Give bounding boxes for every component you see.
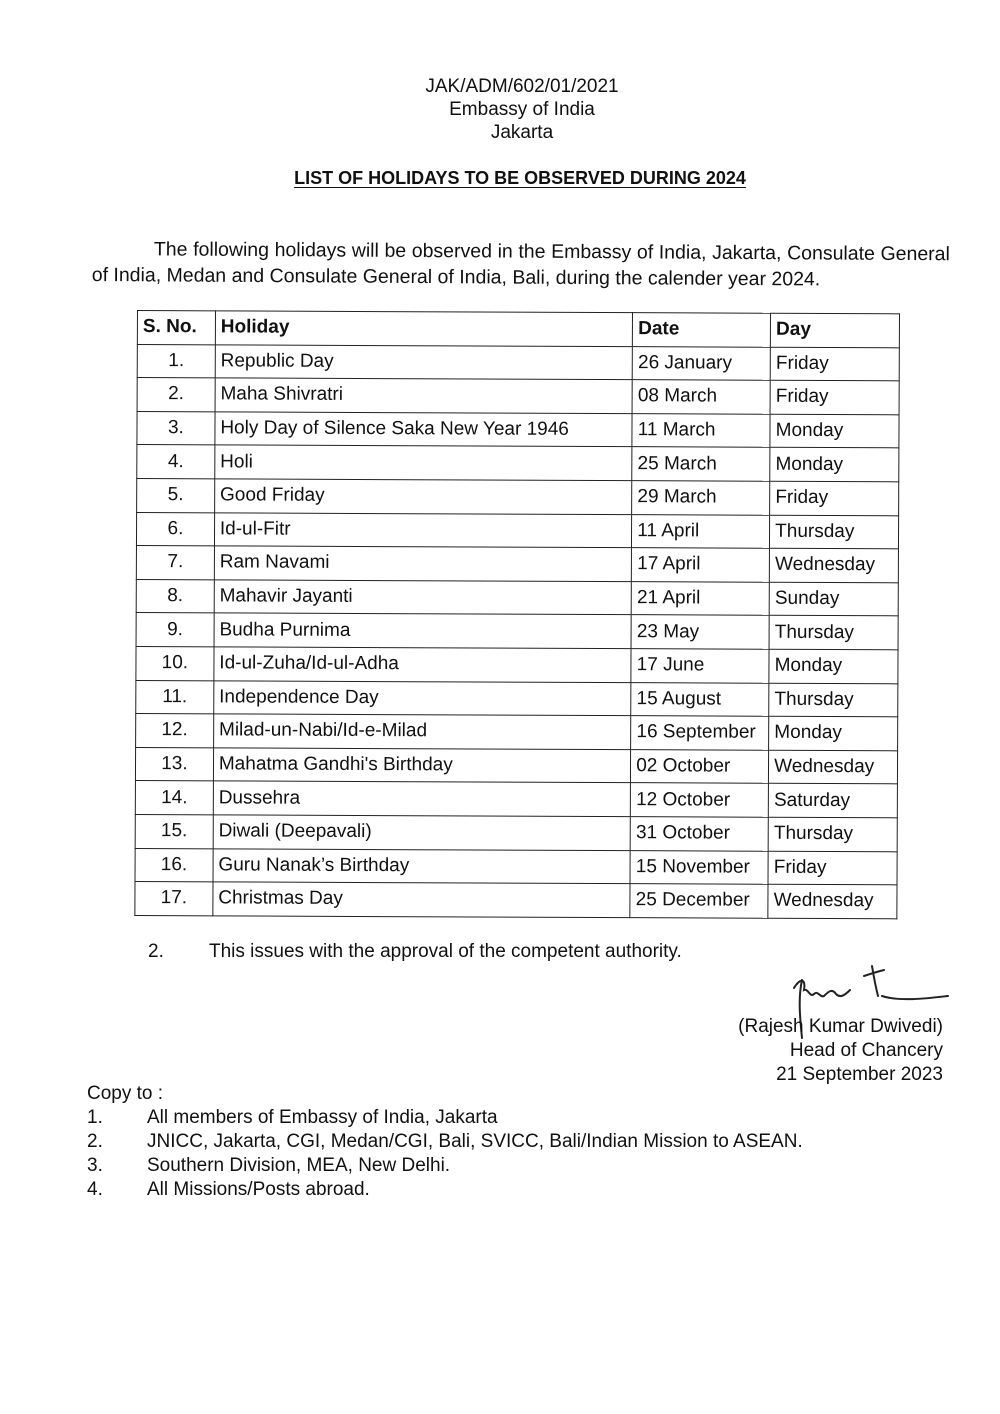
- cell-day: Thursday: [769, 616, 898, 650]
- cell-holiday: Good Friday: [214, 479, 632, 514]
- cell-day: Sunday: [769, 582, 898, 616]
- cell-sno: 13.: [135, 747, 213, 781]
- intro-paragraph: The following holidays will be observed in the Embassy of India, Jakarta, Consulate General of India, Medan and Consulate General of India, Bali, during the calender year 2024.: [91, 238, 950, 291]
- cell-sno: 8.: [136, 579, 214, 613]
- cell-holiday: Mahatma Gandhi's Birthday: [213, 748, 631, 783]
- signatory-name: (Rajesh Kumar Dwivedi): [738, 1016, 943, 1037]
- cell-sno: 12.: [136, 714, 214, 748]
- cell-sno: 17.: [135, 882, 213, 916]
- table-row: [136, 512, 898, 549]
- cell-sno: 6.: [136, 512, 214, 546]
- table-row: [137, 411, 899, 448]
- cell-date: 31 October: [630, 817, 768, 851]
- cell-sno: 4.: [137, 445, 215, 479]
- list-item: [87, 1154, 803, 1178]
- cell-day: Friday: [770, 481, 899, 515]
- table-row: [137, 445, 899, 482]
- cell-date: 23 May: [631, 615, 769, 649]
- cell-date: 08 March: [632, 380, 770, 414]
- cell-sno: 1.: [137, 344, 215, 378]
- cell-date: 29 March: [632, 481, 770, 515]
- cell-date: 12 October: [631, 783, 769, 817]
- cell-holiday: Id-ul-Fitr: [214, 512, 632, 547]
- cell-date: 17 June: [631, 649, 769, 683]
- table-row: [136, 613, 898, 650]
- cell-day: Wednesday: [768, 884, 897, 918]
- cell-date: 17 April: [632, 548, 770, 582]
- list-text: All Missions/Posts abroad.: [147, 1179, 370, 1200]
- table-row: [136, 646, 898, 683]
- cell-date: 25 December: [630, 884, 768, 918]
- paragraph-number: 2.: [148, 941, 164, 962]
- cell-sno: 2.: [137, 378, 215, 412]
- cell-day: Monday: [770, 414, 899, 448]
- copy-to-label: Copy to :: [87, 1083, 164, 1104]
- table-row: [136, 579, 898, 616]
- table-row: [135, 747, 897, 784]
- office-name: Embassy of India: [449, 99, 595, 120]
- cell-holiday: Guru Nanak’s Birthday: [213, 848, 631, 883]
- cell-sno: 9.: [136, 613, 214, 647]
- cell-sno: 11.: [136, 680, 214, 714]
- cell-holiday: Budha Purnima: [214, 613, 632, 648]
- cell-day: Friday: [770, 347, 899, 381]
- cell-day: Monday: [770, 448, 899, 482]
- list-text: JNICC, Jakarta, CGI, Medan/CGI, Bali, SVICC, Bali/Indian Mission to ASEAN.: [147, 1131, 803, 1152]
- table-row: [137, 478, 899, 515]
- list-text: Southern Division, MEA, New Delhi.: [147, 1155, 451, 1176]
- cell-day: Thursday: [770, 515, 899, 549]
- cell-day: Thursday: [768, 817, 897, 851]
- cell-sno: 15.: [135, 814, 213, 848]
- cell-holiday: Independence Day: [214, 680, 632, 715]
- list-item: [87, 1178, 803, 1202]
- signatory-designation: Head of Chancery: [789, 1040, 943, 1061]
- approval-text: This issues with the approval of the competent authority.: [209, 941, 682, 962]
- cell-sno: 3.: [137, 411, 215, 445]
- cell-date: 21 April: [631, 581, 769, 615]
- copy-to-section: [87, 1082, 803, 1202]
- list-item: [87, 1130, 803, 1154]
- cell-day: Saturday: [768, 784, 897, 818]
- holiday-table: [134, 310, 900, 919]
- office-city: Jakarta: [490, 122, 554, 143]
- cell-holiday: Christmas Day: [213, 882, 631, 917]
- table-row: [135, 848, 897, 885]
- cell-holiday: Ram Navami: [214, 546, 632, 581]
- cell-holiday: Mahavir Jayanti: [214, 580, 632, 615]
- reference-number: JAK/ADM/602/01/2021: [425, 76, 619, 97]
- cell-day: Wednesday: [769, 750, 898, 784]
- column-header-day: Day: [771, 313, 900, 347]
- approval-paragraph: [148, 941, 682, 963]
- table-row: [135, 781, 897, 818]
- signatory-block: [738, 1015, 943, 1087]
- cell-day: Monday: [769, 649, 898, 683]
- table-row: [135, 882, 897, 919]
- cell-sno: 10.: [136, 646, 214, 680]
- cell-holiday: Milad-un-Nabi/Id-e-Milad: [213, 714, 631, 749]
- table-header-row: [137, 311, 899, 348]
- cell-date: 16 September: [631, 716, 769, 750]
- table-row: [135, 814, 897, 851]
- list-text: All members of Embassy of India, Jakarta: [147, 1107, 498, 1128]
- table-row: [136, 546, 898, 583]
- cell-date: 15 November: [630, 850, 768, 884]
- column-header-sno: S. No.: [137, 311, 215, 345]
- cell-holiday: Holy Day of Silence Saka New Year 1946: [215, 412, 633, 447]
- cell-day: Friday: [770, 380, 899, 414]
- cell-holiday: Diwali (Deepavali): [213, 815, 631, 850]
- cell-day: Monday: [769, 716, 898, 750]
- cell-holiday: Id-ul-Zuha/Id-ul-Adha: [214, 647, 632, 682]
- cell-day: Friday: [768, 851, 897, 885]
- cell-sno: 16.: [135, 848, 213, 882]
- cell-date: 11 April: [632, 514, 770, 548]
- list-number: 2.: [87, 1131, 103, 1152]
- cell-date: 02 October: [631, 749, 769, 783]
- cell-sno: 14.: [135, 781, 213, 815]
- letter-header: [300, 75, 744, 144]
- cell-date: 11 March: [632, 413, 770, 447]
- cell-day: Thursday: [769, 683, 898, 717]
- cell-holiday: Maha Shivratri: [215, 378, 633, 413]
- table-row: [137, 344, 899, 381]
- cell-day: Wednesday: [769, 548, 898, 582]
- cell-sno: 7.: [136, 546, 214, 580]
- cell-date: 26 January: [632, 346, 770, 380]
- cell-sno: 5.: [137, 478, 215, 512]
- cell-holiday: Holi: [215, 445, 633, 480]
- table-row: [137, 378, 899, 415]
- list-number: 1.: [87, 1107, 103, 1128]
- column-header-date: Date: [633, 313, 771, 347]
- table-row: [136, 714, 898, 751]
- document-title: LIST OF HOLIDAYS TO BE OBSERVED DURING 2024: [294, 168, 746, 188]
- cell-date: 25 March: [632, 447, 770, 481]
- cell-holiday: Republic Day: [215, 344, 633, 379]
- cell-date: 15 August: [631, 682, 769, 716]
- cell-holiday: Dussehra: [213, 781, 631, 816]
- column-header-holiday: Holiday: [215, 311, 633, 346]
- list-number: 4.: [87, 1179, 103, 1200]
- table-row: [136, 680, 898, 717]
- list-item: [87, 1106, 803, 1130]
- list-number: 3.: [87, 1155, 103, 1176]
- signature-date: 21 September 2023: [776, 1064, 943, 1085]
